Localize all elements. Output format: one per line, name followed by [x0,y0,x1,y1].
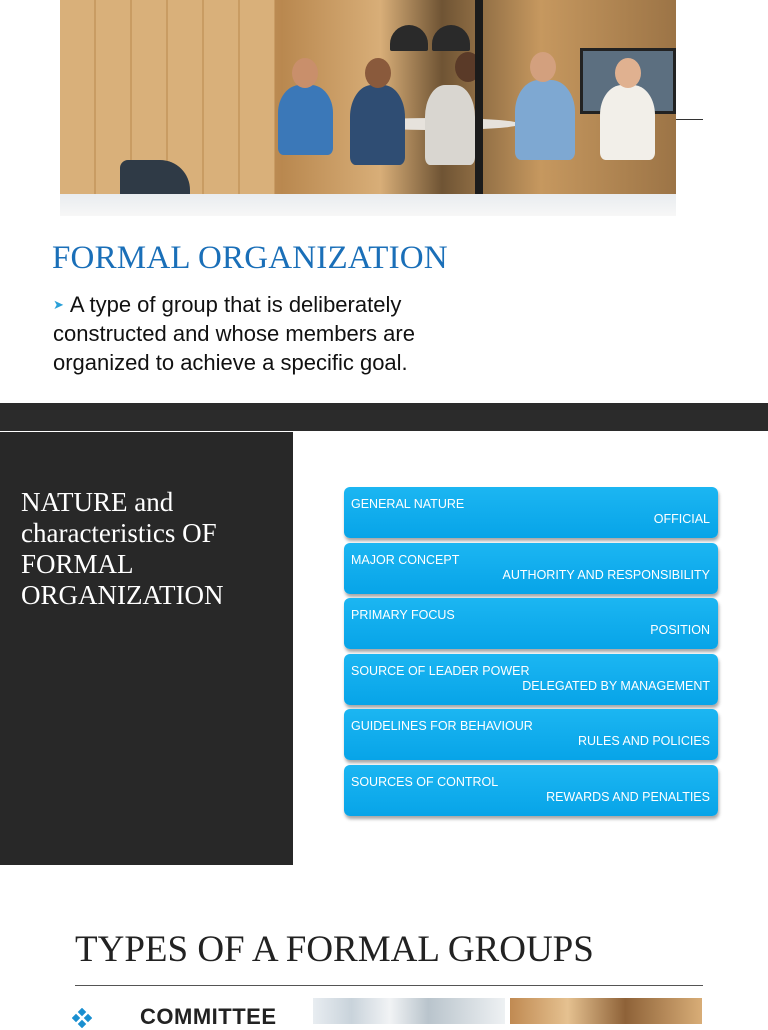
arrow-bullet-icon: ➤ [53,297,64,312]
item-label: GENERAL NATURE [351,497,465,511]
pendant-lamp [390,25,428,51]
item-value: POSITION [650,623,710,638]
person-head [365,58,391,88]
bullet-line: ➤ A type of group that is deliberately [53,292,402,317]
item-label: GUIDELINES FOR BEHAVIOUR [351,719,533,734]
office-photo [510,998,702,1024]
person [278,85,333,155]
person [515,80,575,160]
title-underline [75,985,703,986]
person-head [530,52,556,82]
glass-partition [475,0,483,216]
characteristics-list [344,487,718,821]
item-value: OFFICIAL [653,512,710,526]
dark-title-panel [0,432,293,865]
item-label: SOURCE OF LEADER POWER [351,663,530,678]
slide-title: FORMAL ORGANIZATION [52,240,448,276]
bullet-line: constructed and whose members are [53,321,415,346]
list-item [344,487,718,538]
office-photo [313,998,505,1024]
slide-separator [0,403,768,431]
pendant-lamp [432,25,470,51]
panel-title: NATURE and characteristics OF FORMAL ORGANIZATION [21,487,224,610]
meeting-photo [60,0,676,216]
section-title: TYPES OF A FORMAL GROUPS [75,929,594,970]
diamond-bullet-icon [72,1008,92,1028]
item-value: DELEGATED BY MANAGEMENT [522,678,710,693]
item-value: RULES AND POLICIES [578,734,710,749]
definition-bullet [48,290,468,377]
list-item [344,543,718,594]
decorative-rule [676,119,703,120]
bullet-line: organized to achieve a specific goal. [53,350,408,375]
item-label: PRIMARY FOCUS [351,608,455,623]
list-item [344,765,718,816]
person [350,85,405,165]
item-label: SOURCES OF CONTROL [351,774,499,789]
item-value: REWARDS AND PENALTIES [546,789,710,804]
floor [60,194,676,216]
item-value: AUTHORITY AND RESPONSIBILITY [502,567,710,582]
person [425,85,475,165]
person-head [292,58,318,88]
list-item [344,709,718,760]
type-item-label: COMMITTEE [140,1004,277,1029]
item-label: MAJOR CONCEPT [351,552,460,567]
list-item [344,654,718,705]
list-item [344,598,718,649]
person-head [615,58,641,88]
person [600,85,655,160]
